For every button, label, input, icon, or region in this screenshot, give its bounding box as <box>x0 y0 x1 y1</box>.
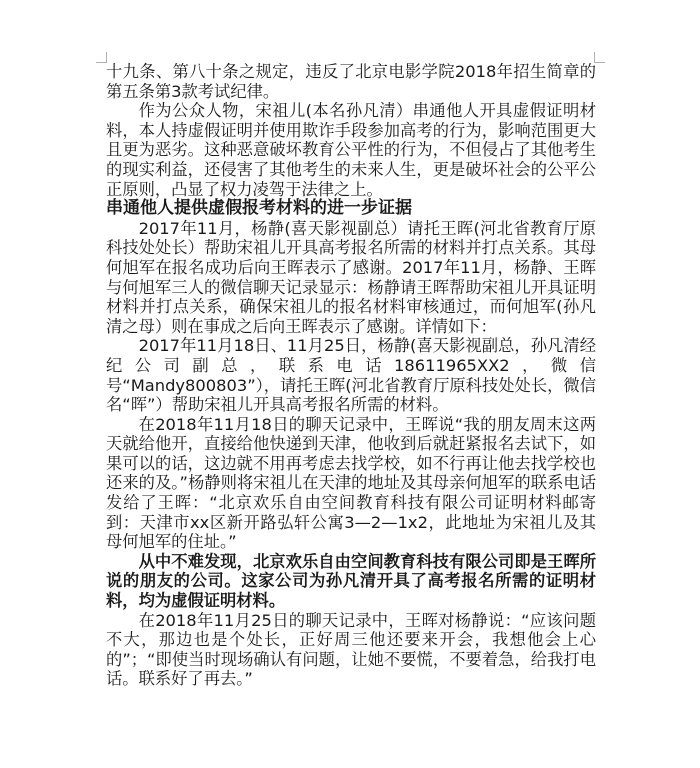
paragraph-chat-nov18: 在2018年11月18日的聊天记录中，王晖说“我的朋友周末这两天就给他开，直接给他快递到天津，他收到后就赶紧报名去试下，如果可以的话，这边就不用再考虑去找学校，如不行再让他去找学校也还来的及。”杨静则将宋祖儿在天津的地址及其母亲何旭军的联系电话发给了王晖：“北京欢乐自由空间教育科技有限公司证明材料邮寄到：天津市xx区新开路弘轩公寓3—2—1x2，此地址为宋祖儿及其母何旭军的住址。” <box>106 414 596 552</box>
paragraph-chat-dates: 2017年11月18日、11月25日，杨静(喜天影视副总，孙凡清经纪公司副总，联系电话18611965XX2，微信号“Mandy800803”），请托王晖(河北省教育厅原科技处处长，微信名“晖”）帮助宋祖儿开具高考报名所需的材料。 <box>106 336 596 415</box>
section-heading: 串通他人提供虚假报考材料的进一步证据 <box>106 198 412 219</box>
paragraph-bold-finding: 从中不难发现，北京欢乐自由空间教育科技有限公司即是王晖所说的朋友的公司。这家公司为孙凡清开具了高考报名所需的证明材料，均为虚假证明材料。 <box>106 551 596 611</box>
paragraph-public-figure: 作为公众人物，宋祖儿(本名孙凡清）串通他人开具虚假证明材料，本人持虚假证明并使用欺诈手段参加高考的行为，影响范围更大且更为恶劣。这种恶意破坏教育公平性的行为，不但侵占了其他考生的现实利益，还侵害了其他考生的未来人生，更是破坏社会的公平公正原则，凸显了权力凌驾于法律之上。 <box>106 101 596 199</box>
paragraph-violation-conclusion: 十九条、第八十条之规定，违反了北京电影学院2018年招生简章的第五条第3款考试纪律。 <box>106 62 596 101</box>
paragraph-evidence-intro: 2017年11月，杨静(喜天影视副总）请托王晖(河北省教育厅原科技处处长）帮助宋祖儿开具高考报名所需的材料并打点关系。其母何旭军在报名成功后向王晖表示了感谢。2017年11月，杨静、王晖与何旭军三人的微信聊天记录显示：杨静请王晖帮助宋祖儿开具证明材料并打点关系，确保宋祖儿的报名材料审核通过，而何旭军(孙凡清之母）则在事成之后向王晖表示了感谢。详情如下： <box>106 218 596 336</box>
document-body <box>106 62 596 689</box>
paragraph-chat-nov25: 在2018年11月25日的聊天记录中，王晖对杨静说：“应该问题不大，那边也是个处长，正好周三他还要来开会，我想他会上心的”；“即使当时现场确认有问题，让她不要慌，不要着急，给我打电话。联系好了再去。” <box>106 610 596 689</box>
